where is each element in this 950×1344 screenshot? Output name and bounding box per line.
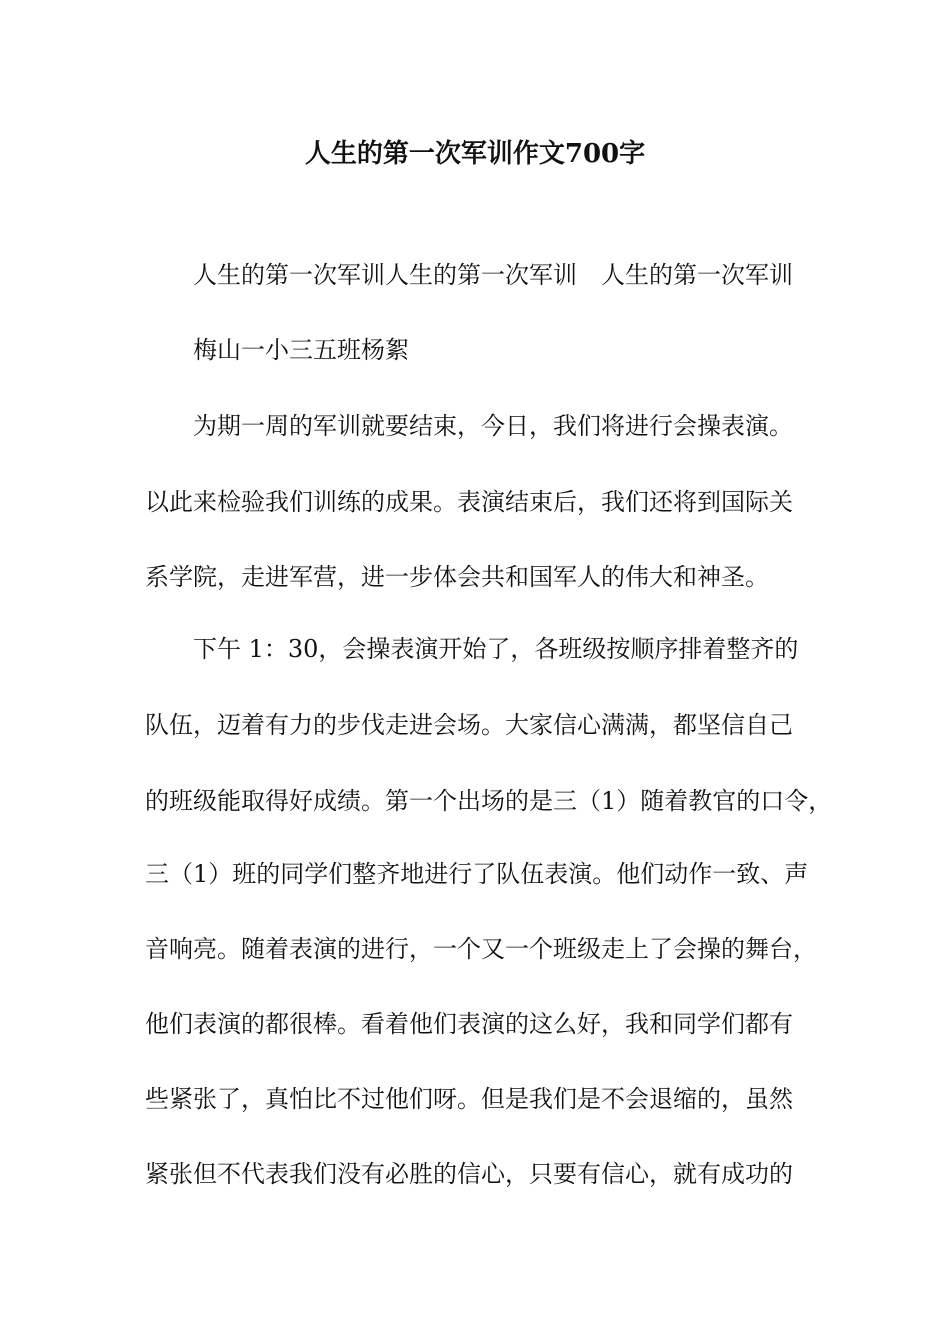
paragraph-line: 三（1）班的同学们整齐地进行了队伍表演。他们动作一致、声	[145, 860, 809, 888]
paragraph-line: 紧张但不代表我们没有必胜的信心，只要有信心，就有成功的	[145, 1160, 793, 1188]
paragraph-line: 队伍，迈着有力的步伐走进会场。大家信心满满，都坚信自己	[145, 711, 793, 739]
document-title: 人生的第一次军训作文700字	[304, 139, 646, 169]
paragraph-line: 他们表演的都很棒。看着他们表演的这么好，我和同学们都有	[145, 1010, 793, 1038]
paragraph-line: 系学院，走进军营，进一步体会共和国军人的伟大和神圣。	[145, 563, 769, 591]
paragraph-line: 些紧张了，真怕比不过他们呀。但是我们是不会退缩的，虽然	[145, 1085, 793, 1113]
author-line: 梅山一小三五班杨絮	[193, 336, 409, 364]
paragraph-line: 的班级能取得好成绩。第一个出场的是三（1）随着教官的口令，	[145, 787, 833, 815]
subtitle-line: 人生的第一次军训人生的第一次军训 人生的第一次军训	[193, 261, 793, 289]
paragraph-line: 下午 1：30，会操表演开始了，各班级按顺序排着整齐的	[193, 635, 799, 663]
paragraph-line: 音响亮。随着表演的进行，一个又一个班级走上了会操的舞台，	[145, 935, 817, 963]
paragraph-line: 为期一周的军训就要结束，今日，我们将进行会操表演。	[193, 412, 793, 440]
paragraph-line: 以此来检验我们训练的成果。表演结束后，我们还将到国际关	[145, 488, 793, 516]
